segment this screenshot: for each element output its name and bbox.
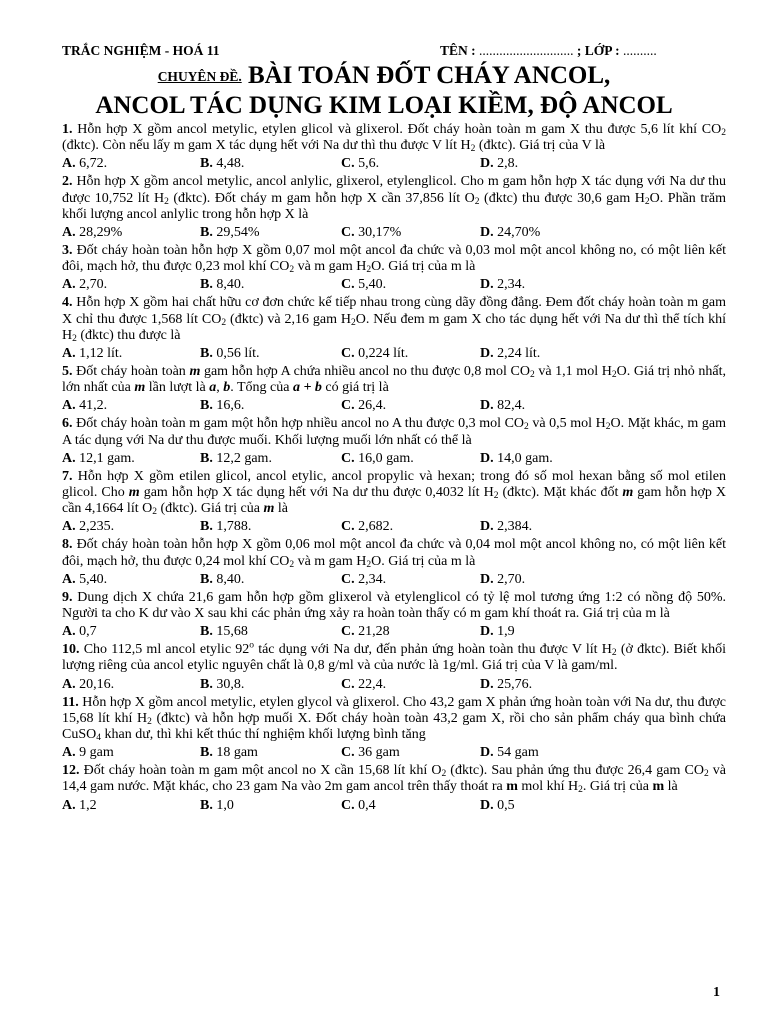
option-value: 14,0 gam. <box>497 450 553 466</box>
question-stem <box>62 537 726 569</box>
option-value: 1,2 <box>79 797 97 813</box>
option-value: 30,17% <box>358 225 402 241</box>
option-letter: C. <box>341 398 359 414</box>
option-value: 9 gam <box>79 745 114 761</box>
option-letter: A. <box>62 745 80 761</box>
option-d <box>480 451 553 467</box>
question-text: Dung dịch X chứa 21,6 gam hỗn hợp gồm glixerol và etylenglicol có tỷ lệ mol tương ứng 1:2 có nồng độ 50%. Người ta cho K dư vào X sau khi các phản ứng xảy ra hoàn toàn thấy có m gam khí thoát ra. Giá trị của m là <box>62 589 727 622</box>
option-value: 2,8. <box>497 156 519 172</box>
question-stem <box>62 469 726 518</box>
question-stem <box>62 174 726 223</box>
option-b <box>200 398 244 414</box>
option-letter: A. <box>62 156 80 172</box>
option-letter: A. <box>62 797 80 813</box>
option-value: 25,76. <box>497 676 533 692</box>
option-b <box>200 156 244 172</box>
option-value: 2,70. <box>79 277 108 293</box>
question-text: Cho 112,5 ml ancol etylic 92$^o$ tác dụng với Na dư, đến phản ứng hoàn toàn thu được V lít $H_2$ (ở đktc). Biết khối lượng riêng của ancol etylic nguyên chất là 0,8 g/ml và của nước là 1g/ml. Giá trị của V là gam/ml. <box>62 640 726 674</box>
question-list <box>62 122 726 816</box>
name-label: TÊN : <box>440 43 476 58</box>
title-line-2: ANCOL TÁC DỤNG KIM LOẠI KIỀM, ĐỘ ANCOL <box>95 92 673 119</box>
question-item <box>62 763 726 815</box>
question-item <box>62 695 726 764</box>
option-value: 28,29% <box>79 225 123 241</box>
option-value: 18 gam <box>216 745 258 761</box>
question-item <box>62 537 726 589</box>
option-d <box>480 745 539 761</box>
option-value: 5,40. <box>358 277 387 293</box>
option-letter: B. <box>200 571 217 587</box>
question-number: 9. <box>62 589 78 605</box>
option-value: 0,224 lít. <box>358 346 409 362</box>
option-a <box>62 225 122 241</box>
option-b <box>200 519 251 535</box>
option-letter: B. <box>200 450 217 466</box>
option-value: 0,5 <box>497 797 515 813</box>
question-number: 5. <box>62 364 77 380</box>
option-letter: C. <box>341 450 359 466</box>
option-b <box>200 346 260 362</box>
option-d <box>480 677 532 693</box>
answer-options <box>62 624 726 642</box>
option-letter: B. <box>200 225 217 241</box>
option-b <box>200 745 258 761</box>
option-value: 16,0 gam. <box>358 450 414 466</box>
question-text: Hỗn hợp X gồm ancol metylic, etylen glicol và glixerol. Đốt cháy hoàn toàn m gam X thu được 5,6 lít khí $CO_2$ (đktc). Còn nếu lấy m gam X tác dụng hết với Na dư thì thu được V lít $H_2$ (đktc). Giá trị của V là <box>62 122 727 155</box>
option-letter: D. <box>480 277 498 293</box>
option-value: 8,40. <box>216 277 245 293</box>
option-value: 0,4 <box>358 797 376 813</box>
option-d <box>480 624 515 640</box>
student-info <box>440 43 657 59</box>
option-letter: A. <box>62 450 80 466</box>
option-value: 2,34. <box>497 277 526 293</box>
class-dots: .......... <box>623 43 657 58</box>
option-letter: D. <box>480 624 498 640</box>
option-value: 12,1 gam. <box>79 450 135 466</box>
option-letter: D. <box>480 156 498 172</box>
option-d <box>480 519 532 535</box>
question-text: Đốt cháy hoàn toàn hỗn hợp X gồm 0,07 mol một ancol đa chức và 0,03 mol một ancol không no, có một liên kết đôi, mạch hở, thu được 0,23 mol khí $CO_2$ và m gam $H_2O$. Giá trị của m là <box>62 243 726 276</box>
question-item <box>62 590 726 642</box>
option-value: 1,12 lít. <box>79 346 123 362</box>
answer-options <box>62 346 726 364</box>
answer-options <box>62 745 726 763</box>
option-d <box>480 277 525 293</box>
option-value: 1,0 <box>216 797 234 813</box>
question-text: Đốt cháy hoàn toàn m gam hỗn hợp A chứa nhiều ancol no thu được 0,8 mol $CO_2$ và 1,1 mol $H_2O$. Giá trị nhỏ nhất, lớn nhất của m lần lượt là a, b. Tổng của a + b có giá trị là <box>62 364 727 396</box>
question-stem <box>62 364 726 396</box>
option-c <box>341 346 408 362</box>
option-letter: D. <box>480 225 498 241</box>
option-a <box>62 519 114 535</box>
option-letter: D. <box>480 676 498 692</box>
question-text: Hỗn hợp X gồm hai chất hữu cơ đơn chức kế tiếp nhau trong cùng dãy đồng đẳng. Đem đốt cháy hoàn toàn m gam X chỉ thu được 1,568 lít $CO_2$ (đktc) và 2,16 gam $H_2O$. Nếu đem m gam X cho tác dụng hết với Na dư thì thể tích khí $H_2$ (đktc) thu được là <box>62 295 727 344</box>
option-b <box>200 624 248 640</box>
page-number: 1 <box>713 985 720 1000</box>
question-text: Đốt cháy hoàn toàn hỗn hợp X gồm 0,06 mol một ancol đa chức và 0,04 mol một ancol không no, có một liên kết đôi, mạch hở, thu được 0,24 mol khí $CO_2$ và m gam $H_2O$. Giá trị của m là <box>62 537 726 570</box>
option-letter: C. <box>341 676 359 692</box>
option-c <box>341 225 401 241</box>
option-letter: A. <box>62 398 80 414</box>
question-item <box>62 364 726 416</box>
option-d <box>480 572 525 588</box>
class-label: ; LỚP : <box>576 43 620 58</box>
option-a <box>62 745 114 761</box>
option-letter: D. <box>480 745 498 761</box>
option-letter: C. <box>341 225 359 241</box>
question-number: 6. <box>62 416 77 432</box>
option-c <box>341 277 386 293</box>
option-a <box>62 451 135 467</box>
option-c <box>341 624 390 640</box>
option-b <box>200 798 234 814</box>
option-value: 0,7 <box>79 624 97 640</box>
option-letter: C. <box>341 519 359 535</box>
option-a <box>62 156 107 172</box>
option-letter: A. <box>62 624 80 640</box>
question-text: Hỗn hợp X gồm ancol metylic, etylen glycol và glixerol. Cho 43,2 gam X phản ứng hoàn toàn với Na dư, thu được 15,68 lít khí $H_2$ (đktc) và hỗn hợp muối X. Đốt cháy hoàn toàn 43,2 gam X, rồi cho sản phẩm cháy qua bình chứa CuSO$_4$ khan dư, thì khi kết thúc thí nghiệm khối lượng bình tăng <box>62 694 726 744</box>
option-letter: A. <box>62 571 80 587</box>
answer-options <box>62 677 726 695</box>
question-item <box>62 295 726 364</box>
option-letter: C. <box>341 346 359 362</box>
option-a <box>62 624 97 640</box>
option-letter: B. <box>200 797 217 813</box>
option-value: 2,682. <box>358 519 394 535</box>
option-letter: D. <box>480 450 498 466</box>
option-letter: B. <box>200 624 217 640</box>
answer-options <box>62 277 726 295</box>
question-stem <box>62 243 726 275</box>
option-letter: B. <box>200 398 217 414</box>
option-d <box>480 225 540 241</box>
option-value: 1,788. <box>216 519 252 535</box>
option-b <box>200 451 272 467</box>
option-a <box>62 677 114 693</box>
option-c <box>341 677 386 693</box>
option-value: 21,28 <box>358 624 390 640</box>
option-letter: B. <box>200 676 217 692</box>
question-stem <box>62 695 726 744</box>
name-dots: ............................ <box>479 43 574 58</box>
option-d <box>480 798 515 814</box>
option-c <box>341 798 376 814</box>
option-value: 12,2 gam. <box>216 450 272 466</box>
question-number: 1. <box>62 122 78 137</box>
title-text-1: BÀI TOÁN ĐỐT CHÁY ANCOL, <box>247 62 611 89</box>
option-letter: C. <box>341 745 359 761</box>
option-letter: A. <box>62 346 80 362</box>
answer-options <box>62 156 726 174</box>
option-value: 2,384. <box>497 519 533 535</box>
option-letter: B. <box>200 156 217 172</box>
option-letter: A. <box>62 225 80 241</box>
question-text: Hỗn hợp X gồm etilen glicol, ancol etylic, ancol propylic và hexan; trong đó số mol hexan bằng số mol etilen glicol. Cho m gam hỗn hợp X tác dụng hết với Na dư thu được 0,4032 lít $H_2$ (đktc). Mặt khác đốt m gam hỗn hợp X cần 4,1664 lít $O_2$ (đktc). Giá trị của m là <box>62 468 727 518</box>
answer-options <box>62 225 726 243</box>
page-header <box>62 43 708 61</box>
topic-label: CHUYÊN ĐỀ. <box>157 69 242 84</box>
option-letter: D. <box>480 571 498 587</box>
option-a <box>62 398 107 414</box>
option-b <box>200 572 244 588</box>
option-value: 15,68 <box>216 624 248 640</box>
answer-options <box>62 398 726 416</box>
option-value: 4,48. <box>216 156 245 172</box>
option-letter: D. <box>480 797 498 813</box>
question-number: 2. <box>62 174 77 190</box>
option-value: 82,4. <box>497 398 526 414</box>
question-text: Hỗn hợp X gồm ancol metylic, ancol anlylic, glixerol, etylenglicol. Cho m gam hỗn hợp X tác dụng với Na dư thu được 10,752 lít $H_2$ (đktc). Đốt cháy m gam hỗn hợp X cần 37,856 lít $O_2$ (đktc) thu được 30,6 gam $H_2O$. Phần trăm khối lượng ancol anlylic trong hỗn hợp X là <box>62 174 727 222</box>
option-letter: C. <box>341 571 359 587</box>
option-d <box>480 156 518 172</box>
option-letter: B. <box>200 519 217 535</box>
question-item <box>62 469 726 538</box>
option-c <box>341 572 386 588</box>
option-letter: A. <box>62 277 80 293</box>
title-line-1 <box>0 62 768 91</box>
option-letter: C. <box>341 797 359 813</box>
option-d <box>480 398 525 414</box>
option-letter: B. <box>200 277 217 293</box>
option-b <box>200 277 244 293</box>
option-a <box>62 798 97 814</box>
question-item <box>62 642 726 694</box>
question-stem <box>62 590 726 622</box>
option-a <box>62 572 107 588</box>
option-letter: D. <box>480 398 498 414</box>
question-number: 12. <box>62 763 84 779</box>
answer-options <box>62 798 726 816</box>
option-value: 1,9 <box>497 624 515 640</box>
answer-options <box>62 572 726 590</box>
option-value: 5,40. <box>79 571 108 587</box>
option-value: 2,24 lít. <box>497 346 541 362</box>
option-c <box>341 745 400 761</box>
option-b <box>200 225 260 241</box>
option-value: 41,2. <box>79 398 108 414</box>
option-value: 16,6. <box>216 398 245 414</box>
question-number: 4. <box>62 295 77 311</box>
question-number: 8. <box>62 537 77 553</box>
option-a <box>62 277 107 293</box>
option-c <box>341 156 379 172</box>
question-item <box>62 416 726 468</box>
option-b <box>200 677 244 693</box>
option-letter: D. <box>480 346 498 362</box>
option-value: 2,70. <box>497 571 526 587</box>
option-letter: C. <box>341 156 359 172</box>
option-value: 30,8. <box>216 676 245 692</box>
option-d <box>480 346 540 362</box>
option-c <box>341 398 386 414</box>
option-value: 20,16. <box>79 676 115 692</box>
answer-options <box>62 519 726 537</box>
question-number: 7. <box>62 468 78 484</box>
question-text: Đốt cháy hoàn toàn m gam một hỗn hợp nhiều ancol no A thu được 0,3 mol $CO_2$ và 0,5 mol $H_2O$. Mặt khác, m gam A tác dụng với Na dư thu được muối. Khối lượng muối lớn nhất có thể là <box>62 416 726 448</box>
option-value: 5,6. <box>358 156 380 172</box>
question-number: 3. <box>62 243 77 259</box>
option-c <box>341 451 414 467</box>
option-letter: A. <box>62 676 80 692</box>
option-value: 29,54% <box>216 225 260 241</box>
option-value: 2,34. <box>358 571 387 587</box>
question-number: 11. <box>62 694 83 710</box>
option-value: 22,4. <box>358 676 387 692</box>
option-letter: B. <box>200 346 217 362</box>
option-value: 2,235. <box>79 519 115 535</box>
question-stem <box>62 763 726 795</box>
question-stem <box>62 642 726 674</box>
answer-options <box>62 451 726 469</box>
option-c <box>341 519 393 535</box>
question-stem <box>62 295 726 344</box>
option-letter: B. <box>200 745 217 761</box>
question-item <box>62 174 726 243</box>
option-letter: C. <box>341 277 359 293</box>
option-value: 36 gam <box>358 745 400 761</box>
option-value: 54 gam <box>497 745 539 761</box>
option-letter: A. <box>62 519 80 535</box>
option-value: 0,56 lít. <box>216 346 260 362</box>
option-letter: C. <box>341 624 359 640</box>
option-letter: D. <box>480 519 498 535</box>
question-item <box>62 243 726 295</box>
subject-label: TRẮC NGHIỆM - HOÁ 11 <box>62 43 220 58</box>
question-text: Đốt cháy hoàn toàn m gam một ancol no X cần 15,68 lít khí $O_2$ (đktc). Sau phản ứng thu được 26,4 gam $CO_2$ và 14,4 gam nước. Mặt khác, cho 23 gam Na vào 2m gam ancol trên thấy thoát ra m mol khí $H_2$. Giá trị của m là <box>62 763 726 796</box>
option-value: 6,72. <box>79 156 108 172</box>
option-value: 8,40. <box>216 571 245 587</box>
option-a <box>62 346 122 362</box>
question-stem <box>62 122 726 154</box>
option-value: 26,4. <box>358 398 387 414</box>
question-item <box>62 122 726 174</box>
question-number: 10. <box>62 642 84 658</box>
option-value: 24,70% <box>497 225 541 241</box>
question-stem <box>62 416 726 448</box>
